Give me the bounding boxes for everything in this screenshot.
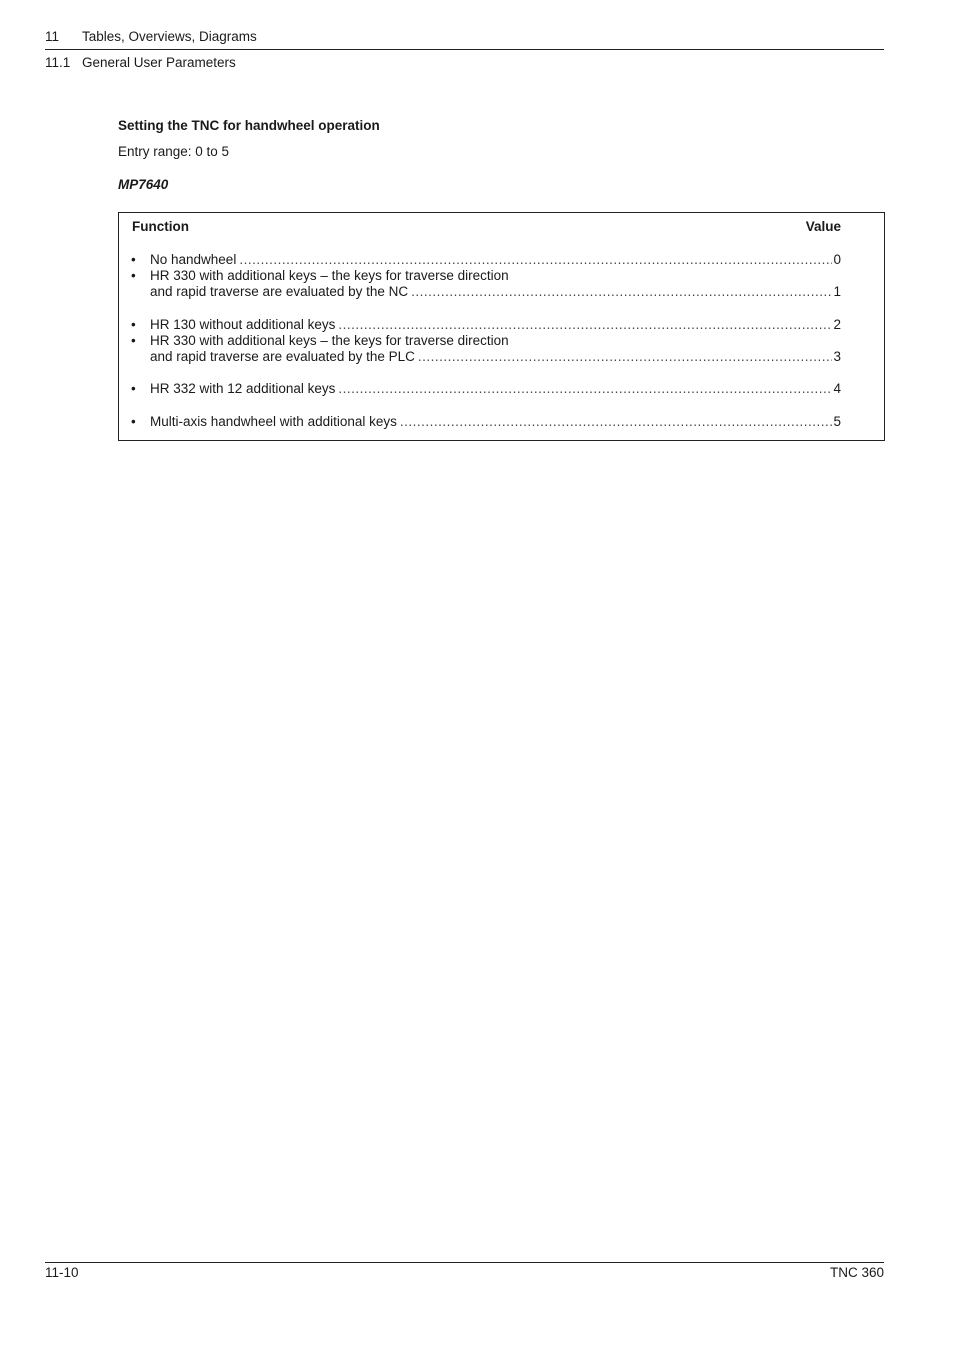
row-function xyxy=(150,381,841,396)
row-function xyxy=(150,317,841,332)
function-text: No handwheel xyxy=(150,252,237,267)
bullet: • xyxy=(131,317,136,332)
section-number: 11.1 xyxy=(45,55,71,70)
row-function xyxy=(150,349,841,364)
function-text: HR 130 without additional keys xyxy=(150,317,336,332)
dot-leader xyxy=(400,414,833,429)
function-value: 1 xyxy=(833,284,841,299)
parameter-table xyxy=(118,212,885,441)
bullet: • xyxy=(131,381,136,396)
dot-leader xyxy=(411,284,832,299)
table-row xyxy=(119,414,884,432)
bullet: • xyxy=(131,333,136,348)
function-value: 3 xyxy=(833,349,841,364)
chapter-number: 11 xyxy=(45,29,60,44)
section-header xyxy=(45,55,236,70)
page-number: 11-10 xyxy=(45,1265,79,1280)
bullet: • xyxy=(131,252,136,267)
header-rule xyxy=(45,49,884,50)
function-text: Multi-axis handwheel with additional keys xyxy=(150,414,397,429)
function-text: HR 330 with additional keys – the keys for traverse direction xyxy=(150,268,509,283)
chapter-title: Tables, Overviews, Diagrams xyxy=(82,29,257,44)
parameter-heading: Setting the TNC for handwheel operation xyxy=(118,118,380,133)
section-title: General User Parameters xyxy=(82,55,236,70)
dot-leader xyxy=(239,252,832,267)
bullet: • xyxy=(131,414,136,429)
row-function xyxy=(150,284,841,299)
function-text: HR 330 with additional keys – the keys for traverse direction xyxy=(150,333,509,348)
function-value: 4 xyxy=(833,381,841,396)
dot-leader xyxy=(418,349,833,364)
row-function xyxy=(150,252,841,267)
dot-leader xyxy=(338,317,832,332)
entry-range: Entry range: 0 to 5 xyxy=(118,144,230,159)
function-text: HR 332 with 12 additional keys xyxy=(150,381,336,396)
function-value: 2 xyxy=(833,317,841,332)
bullet: • xyxy=(131,268,136,283)
function-text: and rapid traverse are evaluated by the PLC xyxy=(150,349,415,364)
table-row-continuation xyxy=(119,349,884,367)
machine-parameter-label: MP7640 xyxy=(118,177,169,192)
column-header-function: Function xyxy=(132,219,189,234)
column-header-value: Value xyxy=(805,219,841,234)
function-value: 5 xyxy=(833,414,841,429)
row-function xyxy=(150,414,841,429)
dot-leader xyxy=(338,381,832,396)
footer-rule xyxy=(45,1262,884,1263)
table-row-continuation xyxy=(119,284,884,302)
chapter-header xyxy=(45,29,257,44)
table-row xyxy=(119,381,884,399)
function-text: and rapid traverse are evaluated by the NC xyxy=(150,284,409,299)
function-value: 0 xyxy=(833,252,841,267)
product-name: TNC 360 xyxy=(829,1265,884,1280)
